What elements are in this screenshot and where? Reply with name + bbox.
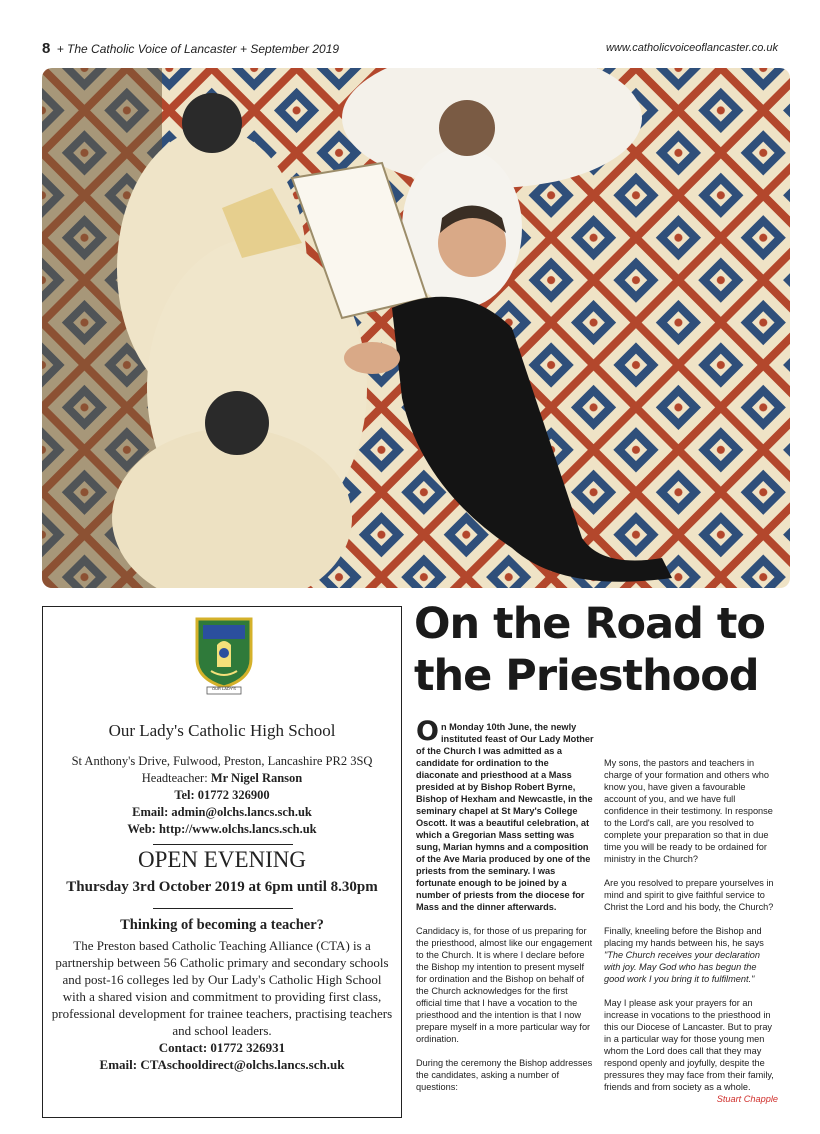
divider xyxy=(153,844,293,845)
lead-text: n Monday 10th June, the newly instituted feast of Our Lady Mother of the Church I was admitted as a candidate for ordination to the diaconate and priesthood at a Mass presided at by Bishop Robert Byrne, Bishop of Hexham and Newcastle, in the seminary chapel at St Mary's College Oscott. It was a beautiful celebration, at which a Gregorian Mass setting was sung, Marian hymns and a composition of the Ave Maria produced by one of the priests from the seminary. I was fortunate enough to be joined by a number of priests from the diocese for Mass and the dinner afterwards. xyxy=(416,722,594,912)
article-column-1 xyxy=(416,716,594,1105)
headteacher-name: Mr Nigel Ranson xyxy=(210,771,303,785)
quote-intro: Finally, kneeling before the Bishop and placing my hands between his, he says xyxy=(604,926,764,948)
school-email[interactable]: Email: admin@olchs.lancs.sch.uk xyxy=(132,805,312,819)
article-paragraph xyxy=(604,925,778,985)
publication-title: + The Catholic Voice of Lancaster + September 2019 xyxy=(56,42,340,56)
article-paragraph: Are you resolved to prepare yourselves in mind and spirit to give faithful service to Christ the Lord and his body, the Church? xyxy=(604,878,774,912)
school-crest-icon xyxy=(193,615,255,695)
divider xyxy=(153,908,293,909)
school-phone: Tel: 01772 326900 xyxy=(174,788,270,802)
quote-text: "The Church receives your declaration with joy. May God who has begun the good work I you bring it to fulfilment." xyxy=(604,950,760,984)
headteacher-line xyxy=(43,770,401,787)
teacher-body xyxy=(51,937,393,1073)
article-paragraph: During the ceremony the Bishop addresses the candidates, asking a number of questions: xyxy=(416,1058,593,1092)
page-number: 8 xyxy=(42,40,51,57)
school-advert xyxy=(42,606,402,1118)
school-address: St Anthony's Drive, Fulwood, Preston, Lancashire PR2 3SQ xyxy=(71,754,373,768)
drop-cap: O xyxy=(416,716,439,747)
article-column-2 xyxy=(604,721,778,1117)
candidacy-photo xyxy=(42,68,790,588)
article-headline: On the Road to the Priesthood xyxy=(414,599,765,701)
article-paragraph: May I please ask your prayers for an increase in vocations to the priesthood in this our Diocese of Lancaster. But to pray in a particular way for those young men whom the Lord does call that they may respond openly and joyfully, despite the pressures they may face from their family, friends and from society as a whole. xyxy=(604,998,774,1092)
column-continuation-spacer xyxy=(604,721,778,745)
open-evening-date: Thursday 3rd October 2019 at 6pm until 8.30pm xyxy=(66,879,378,895)
article-paragraph: My sons, the pastors and teachers in charge of your formation and others who know you, have given a favourable account of you, and we have full confidence in their testimony. In response to the Lord's call, are you resolved to complete your preparation so that in due time you will be ready to be ordained for ministry in the Church? xyxy=(604,758,773,864)
page-header xyxy=(42,40,778,60)
open-evening-heading: OPEN EVENING xyxy=(137,847,306,872)
publication-line xyxy=(42,40,339,57)
cta-description: The Preston based Catholic Teaching Alliance (CTA) is a partnership between 56 Catholic primary and secondary schools and post-16 colleges led by Our Lady's Catholic High School with a shared vision and commitment to providing first class, professional development for trainee teachers, practising teachers and school leaders. xyxy=(51,938,393,1038)
cta-email[interactable]: Email: CTAschooldirect@olchs.lancs.sch.uk xyxy=(99,1057,345,1072)
school-name: Our Lady's Catholic High School xyxy=(108,721,336,740)
teacher-heading: Thinking of becoming a teacher? xyxy=(120,917,324,933)
website-link[interactable]: www.catholicvoiceoflancaster.co.uk xyxy=(605,42,778,54)
crest-motto: OUR LADY'S xyxy=(212,686,236,691)
cta-contact: Contact: 01772 326931 xyxy=(158,1040,286,1055)
article-paragraph: Candidacy is, for those of us preparing for the priesthood, almost like our engagement to the Church. It is where I declare before the Bishop my intention to present myself for ordination and the Bishop on behalf of the Church acknowledges for the first official time that I have a vocation to the priesthood and the intention is that I now prepare myself in a more particular way for ordination. xyxy=(416,926,593,1044)
lead-paragraph xyxy=(416,716,594,913)
author-byline: Stuart Chapple xyxy=(716,1094,778,1104)
photo-illustration xyxy=(42,68,790,588)
headteacher-label: Headteacher: xyxy=(141,771,208,785)
school-website[interactable]: Web: http://www.olchs.lancs.sch.uk xyxy=(127,822,317,836)
